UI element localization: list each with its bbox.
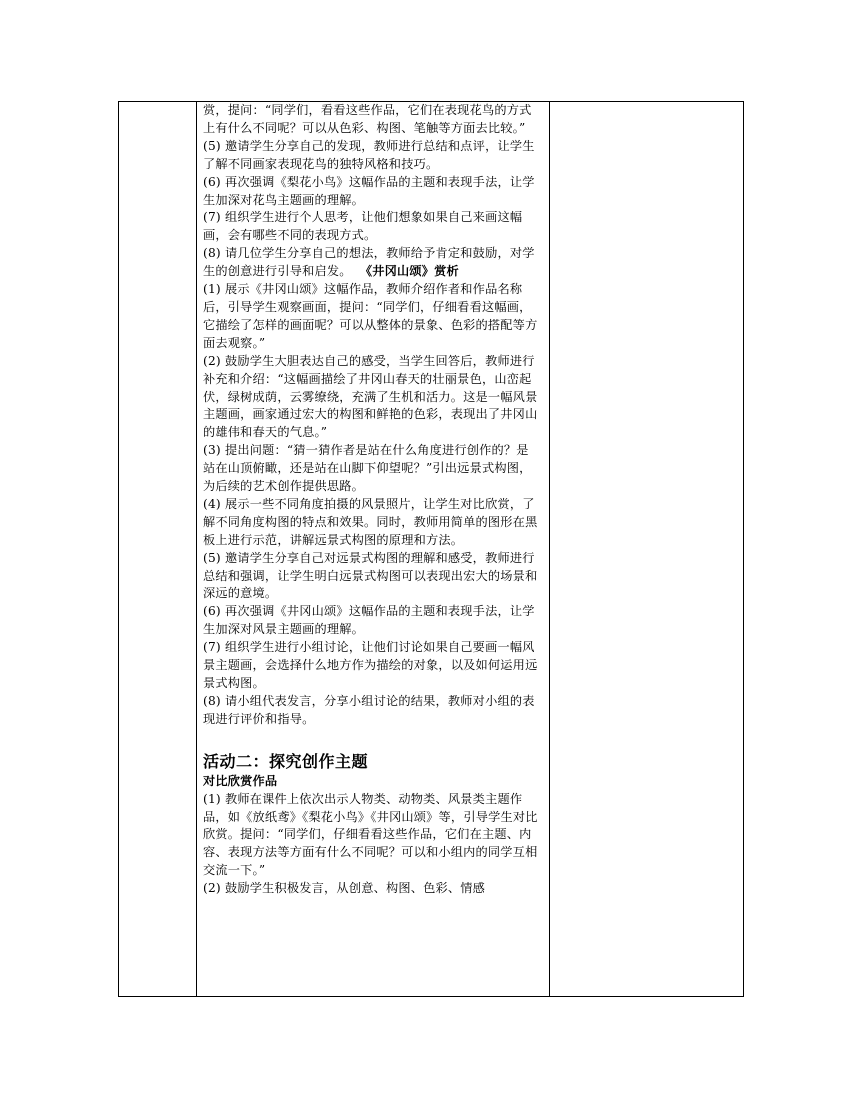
paragraph: (7) 组织学生进行小组讨论，让他们讨论如果自己要画一幅风景主题画，会选择什么地方作为描绘的对象，以及如何运用远景式构图。 [203, 640, 538, 690]
content-column-cell [197, 102, 550, 997]
spacer [203, 729, 541, 751]
paragraph: (8) 请小组代表发言，分享小组讨论的结果，教师对小组的表现进行评价和指导。 [203, 693, 535, 726]
paragraph: (5) 邀请学生分享自己对远景式构图的理解和感受，教师进行总结和强调，让学生明白远景式构图可以表现出宏大的场景和深远的意境。 [203, 550, 538, 601]
section-title-jinggangshan: 《井冈山颂》赏析 [359, 264, 459, 279]
lesson-plan-table [118, 101, 744, 997]
paragraph: (1) 展示《井冈山颂》这幅作品，教师介绍作者和作品名称后，引导学生观察画面，提问：“同学们，仔细看看这幅画，它描绘了怎样的画面呢？可以从整体的景象、色彩的搭配等方面去观察。” [203, 282, 538, 350]
paragraph-text: (8) 请几位学生分享自己的想法，教师给予肯定和鼓励，对学生的创意进行引导和启发。 [203, 246, 535, 279]
lesson-content [197, 102, 549, 898]
paragraph: (1) 教师在课件上依次出示人物类、动物类、风景类主题作品，如《放纸鸢》《梨花小鸟》《井冈山颂》等，引导学生对比欣赏。提问：“同学们，仔细看看这些作品，它们在主题、内容、表现方法等方面有什么不同呢？可以和小组内的同学互相交流一下。” [203, 791, 538, 878]
activity-subheading: 对比欣赏作品 [203, 773, 278, 788]
paragraph: (2) 鼓励学生大胆表达自己的感受，当学生回答后，教师进行补充和介绍：“这幅画描绘了井冈山春天的壮丽景色，山峦起伏，绿树成荫，云雾缭绕，充满了生机和活力。这是一幅风景主题画，画家通过宏大的构图和鲜艳的色彩，表现出了井冈山的雄伟和春天的气息。” [203, 353, 538, 440]
table-row [119, 102, 744, 997]
activity-heading: 活动二：探究创作主题 [203, 751, 369, 771]
paragraph: (3) 提出问题：“猜一猜作者是站在什么角度进行创作的？是站在山顶俯瞰，还是站在山脚下仰望呢？”引出远景式构图，为后续的艺术创作提供思路。 [203, 443, 532, 494]
left-column-cell [119, 102, 197, 997]
paragraph: (7) 组织学生进行个人思考，让他们想象如果自己来画这幅画，会有哪些不同的表现方式。 [203, 210, 523, 243]
paragraph [203, 245, 541, 281]
right-column-cell [550, 102, 744, 997]
paragraph: (6) 再次强调《梨花小鸟》这幅作品的主题和表现手法，让学生加深对花鸟主题画的理解。 [203, 174, 535, 207]
paragraph: (6) 再次强调《井冈山颂》这幅作品的主题和表现手法，让学生加深对风景主题画的理解。 [203, 604, 535, 637]
paragraph: 赏，提问：“同学们，看看这些作品，它们在表现花鸟的方式上有什么不同呢？可以从色彩、构图、笔触等方面去比较。” [203, 103, 532, 135]
paragraph: (4) 展示一些不同角度拍摄的风景照片，让学生对比欣赏，了解不同角度构图的特点和效果。同时，教师用简单的图形在黑板上进行示范，讲解远景式构图的原理和方法。 [203, 496, 538, 547]
paragraph: (2) 鼓励学生积极发言，从创意、构图、色彩、情感 [203, 881, 486, 896]
paragraph: (5) 邀请学生分享自己的发现，教师进行总结和点评，让学生了解不同画家表现花鸟的独特风格和技巧。 [203, 138, 535, 171]
